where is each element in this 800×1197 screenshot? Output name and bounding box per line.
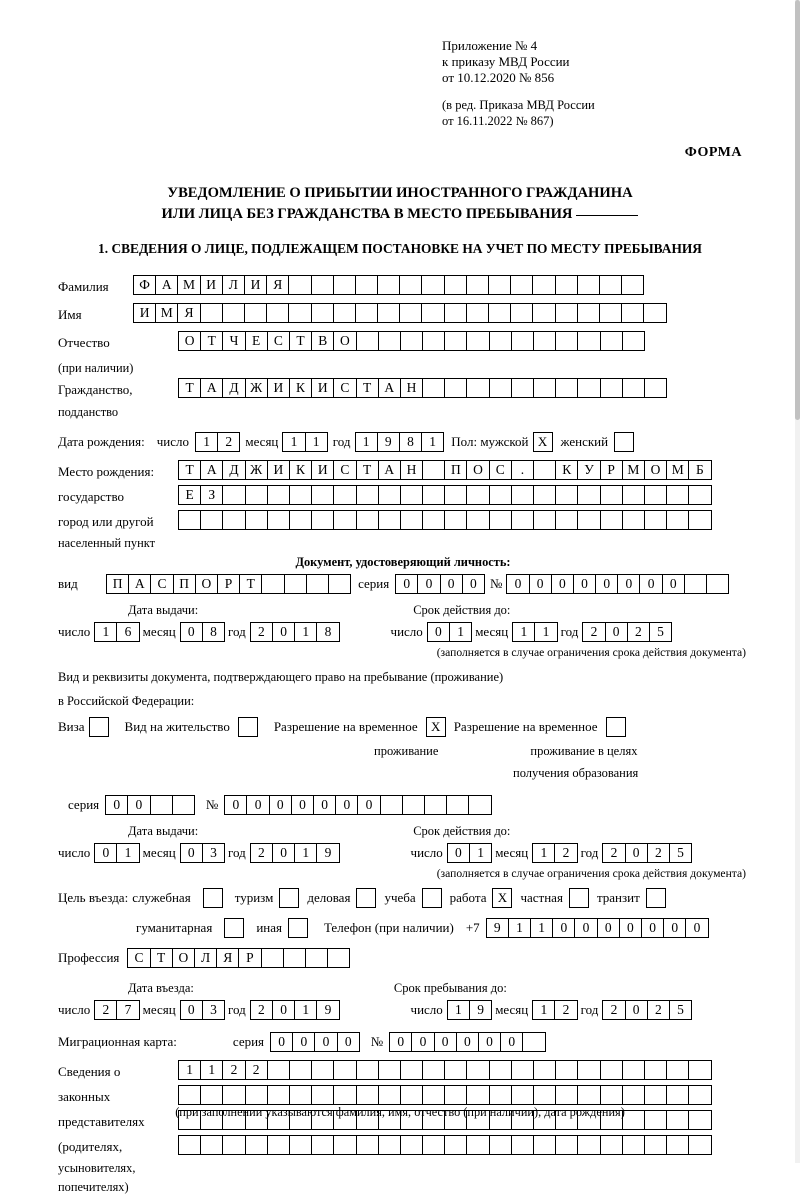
birthplace-cells-1[interactable]: Т А Д Ж И К И С Т А Н П О С . К У Р М О М Б <box>178 460 711 480</box>
permit-issue-year-label: год <box>228 845 246 860</box>
permit-issue-year-cells[interactable]: 2 0 1 9 <box>250 843 339 863</box>
entry-dates-labels <box>58 978 748 998</box>
entry-month-cells[interactable]: 0 3 <box>180 1000 224 1020</box>
purpose-item-6-label: транзит <box>596 890 640 905</box>
legal-reps-cells-4[interactable] <box>178 1135 711 1155</box>
residence-permit-label: Вид на жительство <box>124 719 230 734</box>
stay-until-label: Срок пребывания до: <box>393 981 507 995</box>
purpose-item-1-label: туризм <box>234 890 274 905</box>
patronymic-cells[interactable]: О Т Ч Е С Т В О <box>178 331 644 351</box>
birth-day-label: число <box>156 434 189 449</box>
edu-residence-label-3: получения образования <box>513 766 639 780</box>
title-line-1: УВЕДОМЛЕНИЕ О ПРИБЫТИИ ИНОСТРАННОГО ГРАЖДАНИНА <box>167 185 633 201</box>
sex-male-checkbox[interactable]: Х <box>533 432 553 452</box>
identity-issue-day-cells[interactable]: 1 6 <box>94 622 138 642</box>
visa-label: Виза <box>58 719 85 734</box>
purpose-item2-1-checkbox[interactable] <box>288 918 308 938</box>
identity-issue-month-label: месяц <box>142 624 176 639</box>
identity-series-label: серия <box>358 576 390 591</box>
permit-valid-label: Срок действия до: <box>413 824 511 838</box>
stay-year-label: год <box>580 1002 599 1017</box>
temp-residence-label: Разрешение на временное <box>273 719 418 734</box>
permit-valid-year-label: год <box>580 845 599 860</box>
legal-reps-cells-1[interactable]: 1 1 2 2 <box>178 1060 711 1080</box>
birthdate-row <box>58 430 748 454</box>
birthdate-label: Дата рождения: <box>58 434 145 449</box>
permit-issue-label: Дата выдачи: <box>128 824 199 838</box>
document-header <box>442 38 742 129</box>
purpose-item-0-label: служебная <box>132 890 191 905</box>
citizenship-row <box>58 378 748 402</box>
birthplace-row-3 <box>58 510 748 534</box>
permit-valid-year-cells[interactable]: 2 0 2 5 <box>602 843 691 863</box>
permit-sublabels-row-2 <box>58 763 748 783</box>
purpose-item-2-label: деловая <box>307 890 351 905</box>
purpose-item-3-checkbox[interactable] <box>422 888 442 908</box>
permit-series-cells[interactable]: 0 0 <box>105 795 194 815</box>
purpose-item2-0-label: гуманитарная <box>136 920 213 935</box>
identity-valid-year-label: год <box>560 624 579 639</box>
migration-card-series-cells[interactable]: 0 0 0 0 <box>270 1032 359 1052</box>
scrollbar-thumb[interactable] <box>795 0 800 420</box>
page-title <box>0 183 800 225</box>
profession-label: Профессия <box>58 950 120 965</box>
entry-day-label: число <box>58 1002 91 1017</box>
purpose-item2-0-checkbox[interactable] <box>224 918 244 938</box>
purpose-item-4-checkbox[interactable]: Х <box>492 888 512 908</box>
phone-label: Телефон (при наличии) <box>323 920 454 935</box>
birthplace-label: Место рождения: <box>58 464 155 479</box>
birthplace-sub2-label: город или другой <box>58 514 154 529</box>
purpose-item-5-checkbox[interactable] <box>569 888 589 908</box>
permit-issue-day-cells[interactable]: 0 1 <box>94 843 138 863</box>
identity-doc-row <box>58 572 748 596</box>
profession-cells[interactable]: С Т О Л Я Р <box>127 948 349 968</box>
surname-label: Фамилия <box>58 279 109 294</box>
purpose-row <box>58 886 748 910</box>
identity-doc-heading: Документ, удостоверяющий личность: <box>295 555 511 569</box>
stay-year-cells[interactable]: 2 0 2 5 <box>602 1000 691 1020</box>
temp-residence-label-2: проживание <box>374 744 439 758</box>
identity-issue-year-cells[interactable]: 2 0 1 8 <box>250 622 339 642</box>
identity-dates-labels <box>58 600 748 620</box>
entry-month-label: месяц <box>142 1002 176 1017</box>
purpose-item-2-checkbox[interactable] <box>356 888 376 908</box>
birth-year-cells[interactable]: 1 9 8 1 <box>355 432 444 452</box>
birthplace-sub3-label: населенный пункт <box>58 536 156 550</box>
birthplace-row-1 <box>58 460 748 484</box>
citizenship-sub-label: подданство <box>58 405 119 419</box>
patronymic-sub-label: (при наличии) <box>58 361 134 375</box>
birthplace-row-2 <box>58 485 748 509</box>
header-line-2: к приказу МВД России <box>442 54 570 69</box>
permit-dates-row <box>58 841 748 865</box>
stay-month-label: месяц <box>495 1002 529 1017</box>
identity-issue-label: Дата выдачи: <box>128 603 199 617</box>
legal-reps-label-1: Сведения о <box>58 1064 121 1079</box>
entry-year-cells[interactable]: 2 0 1 9 <box>250 1000 339 1020</box>
purpose-item-6-checkbox[interactable] <box>646 888 666 908</box>
permit-heading-1: Вид и реквизиты документа, подтверждающего право на пребывание (проживание) <box>58 670 504 684</box>
temp-residence-checkbox[interactable]: Х <box>426 717 446 737</box>
permit-heading-2: в Российской Федерации: <box>58 694 195 708</box>
edu-residence-checkbox[interactable] <box>606 717 626 737</box>
identity-type-cells[interactable]: П А С П О Р Т <box>106 574 350 594</box>
migration-card-label: Миграционная карта: <box>58 1034 177 1049</box>
identity-issue-year-label: год <box>228 624 246 639</box>
profession-row <box>58 946 748 970</box>
legal-reps-label-2: законных <box>58 1089 111 1104</box>
entry-day-cells[interactable]: 2 7 <box>94 1000 138 1020</box>
migration-card-number-label: № <box>370 1034 384 1049</box>
surname-row <box>58 275 748 299</box>
permit-valid-note: (заполняется в случае ограничения срока действия документа) <box>436 867 746 880</box>
permit-series-label: серия <box>68 797 100 812</box>
identity-number-label: № <box>489 576 503 591</box>
identity-valid-note: (заполняется в случае ограничения срока действия документа) <box>436 646 746 659</box>
stay-day-label: число <box>410 1002 443 1017</box>
residence-permit-checkbox[interactable] <box>238 717 258 737</box>
migration-card-row <box>58 1030 748 1054</box>
legal-reps-label-5: усыновителях, <box>58 1161 136 1175</box>
birth-month-cells[interactable]: 1 1 <box>282 432 326 452</box>
birthplace-cells-2[interactable]: Е З <box>178 485 711 505</box>
legal-reps-row-4 <box>58 1135 748 1159</box>
permit-valid-month-cells[interactable]: 1 2 <box>532 843 576 863</box>
title-line-2: ИЛИ ЛИЦА БЕЗ ГРАЖДАНСТВА В МЕСТО ПРЕБЫВАНИЯ <box>161 206 573 222</box>
phone-cells[interactable]: 9 1 1 0 0 0 0 0 0 0 <box>486 918 708 938</box>
legal-reps-label-6: попечителях) <box>58 1180 129 1194</box>
identity-number-cells[interactable]: 0 0 0 0 0 0 0 0 <box>506 574 728 594</box>
birthplace-sub1-label: государство <box>58 489 124 504</box>
permit-issue-month-cells[interactable]: 0 3 <box>180 843 224 863</box>
visa-checkbox[interactable] <box>89 717 109 737</box>
sex-male-label: Пол: мужской <box>451 434 529 449</box>
forma-label: ФОРМА <box>684 145 742 160</box>
name-label: Имя <box>58 307 82 322</box>
citizenship-label: Гражданство, <box>58 382 133 397</box>
identity-valid-day-label: число <box>390 624 423 639</box>
scrollbar-track[interactable] <box>795 0 800 1163</box>
sex-female-checkbox[interactable] <box>614 432 634 452</box>
identity-issue-day-label: число <box>58 624 91 639</box>
identity-valid-label: Срок действия до: <box>413 603 511 617</box>
phone-prefix: +7 <box>465 920 480 935</box>
purpose-item-5-label: частная <box>520 890 563 905</box>
purpose-item2-1-label: иная <box>256 920 282 935</box>
permit-types-row <box>58 715 748 739</box>
purpose-label: Цель въезда: <box>58 890 129 905</box>
identity-valid-day-cells[interactable]: 0 1 <box>427 622 471 642</box>
legal-reps-row-1 <box>58 1060 748 1084</box>
purpose-item-0-checkbox[interactable] <box>203 888 223 908</box>
identity-type-label: вид <box>58 576 78 591</box>
edu-residence-label-2: проживание в целях <box>530 744 638 758</box>
permit-issue-day-label: число <box>58 845 91 860</box>
name-cells[interactable]: И М Я <box>133 303 666 323</box>
entry-year-label: год <box>228 1002 246 1017</box>
legal-reps-cells-2[interactable] <box>178 1085 711 1105</box>
permit-issue-month-label: месяц <box>142 845 176 860</box>
form-body <box>58 275 748 1197</box>
citizenship-cells[interactable]: Т А Д Ж И К И С Т А Н <box>178 378 666 398</box>
identity-valid-month-label: месяц <box>475 624 509 639</box>
legal-reps-label-4: (родителях, <box>58 1139 123 1154</box>
legal-reps-label-3: представителях <box>58 1114 145 1129</box>
permit-valid-month-label: месяц <box>495 845 529 860</box>
migration-card-number-cells[interactable]: 0 0 0 0 0 0 <box>389 1032 544 1052</box>
stay-day-cells[interactable]: 1 9 <box>447 1000 491 1020</box>
edu-residence-label-1: Разрешение на временное <box>453 719 598 734</box>
title-blank-line <box>576 215 638 216</box>
purpose-item-1-checkbox[interactable] <box>279 888 299 908</box>
patronymic-row <box>58 331 748 355</box>
permit-sublabels-row-1 <box>58 741 748 761</box>
identity-valid-year-cells[interactable]: 2 0 2 5 <box>582 622 671 642</box>
stay-month-cells[interactable]: 1 2 <box>532 1000 576 1020</box>
header-line-1: Приложение № 4 <box>442 38 538 53</box>
birth-day-cells[interactable]: 1 2 <box>195 432 239 452</box>
purpose-row-2 <box>58 916 748 940</box>
purpose-item-3-label: учеба <box>384 890 416 905</box>
migration-card-series-label: серия <box>232 1034 265 1049</box>
birth-year-label: год <box>332 434 351 449</box>
identity-series-cells[interactable]: 0 0 0 0 <box>395 574 484 594</box>
identity-valid-month-cells[interactable]: 1 1 <box>512 622 556 642</box>
footer-note: (при заполнении указываются фамилия, имя, отчество (при наличии), дата рождения) <box>175 1105 625 1119</box>
name-row <box>58 303 748 327</box>
surname-cells[interactable]: Ф А М И Л И Я <box>133 275 643 295</box>
permit-dates-labels <box>58 821 748 841</box>
identity-dates-row <box>58 620 748 644</box>
sex-female-label: женский <box>560 434 609 449</box>
entry-dates-row <box>58 998 748 1022</box>
header-line-3: от 10.12.2020 № 856 <box>442 70 555 85</box>
header-line-4: (в ред. Приказа МВД России <box>442 98 595 112</box>
birth-month-label: месяц <box>245 434 279 449</box>
header-line-5: от 16.11.2022 № 867) <box>442 114 554 128</box>
permit-number-label: № <box>205 797 219 812</box>
patronymic-label: Отчество <box>58 335 110 350</box>
permit-number-cells[interactable]: 0 0 0 0 0 0 0 <box>224 795 490 815</box>
section-1-heading: 1. СВЕДЕНИЯ О ЛИЦЕ, ПОДЛЕЖАЩЕМ ПОСТАНОВКЕ НА УЧЕТ ПО МЕСТУ ПРЕБЫВАНИЯ <box>98 241 702 256</box>
identity-issue-month-cells[interactable]: 0 8 <box>180 622 224 642</box>
entry-date-label: Дата въезда: <box>128 981 194 995</box>
birthplace-cells-3[interactable] <box>178 510 711 530</box>
permit-valid-day-cells[interactable]: 0 1 <box>447 843 491 863</box>
permit-valid-day-label: число <box>410 845 443 860</box>
purpose-item-4-label: работа <box>449 890 487 905</box>
permit-series-row <box>58 793 748 817</box>
